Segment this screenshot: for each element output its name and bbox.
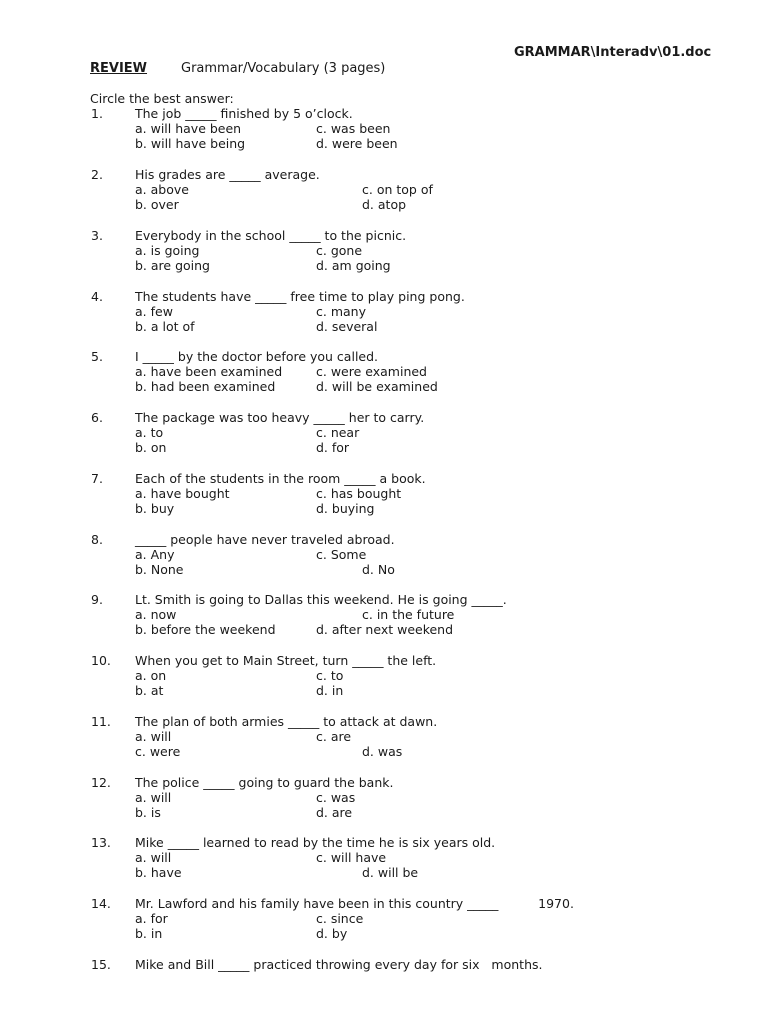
- question-stem: Lt. Smith is going to Dallas this weekend. He is going _____.: [135, 592, 507, 607]
- question-number: 4.: [91, 289, 103, 304]
- option-a[interactable]: a. have bought: [135, 486, 230, 501]
- option-a[interactable]: a. is going: [135, 243, 200, 258]
- option-c[interactable]: c. in the future: [362, 607, 455, 622]
- question-1: [0, 106, 768, 152]
- option-d[interactable]: d. No: [362, 562, 395, 577]
- option-b[interactable]: b. None: [135, 562, 184, 577]
- option-d[interactable]: d. atop: [362, 197, 407, 212]
- option-d[interactable]: d. will be: [362, 865, 419, 880]
- question-stem: Mike _____ learned to read by the time he is six years old.: [135, 835, 496, 850]
- option-c[interactable]: c. to: [316, 668, 344, 683]
- option-b[interactable]: b. are going: [135, 258, 210, 273]
- question-number: 14.: [91, 896, 111, 911]
- question-stem: Mike and Bill _____ practiced throwing every day for six months.: [135, 957, 543, 972]
- question-stem: I _____ by the doctor before you called.: [135, 349, 379, 364]
- option-b[interactable]: b. on: [135, 440, 167, 455]
- question-12: [0, 775, 768, 821]
- question-number: 1.: [91, 106, 103, 121]
- option-a[interactable]: a. on: [135, 668, 167, 683]
- question-number: 9.: [91, 592, 103, 607]
- question-4: [0, 289, 768, 335]
- review-heading: REVIEW: [90, 61, 148, 76]
- instructions: Circle the best answer:: [90, 91, 234, 106]
- question-number: 2.: [91, 167, 103, 182]
- option-d[interactable]: d. by: [316, 926, 348, 941]
- file-path-header: GRAMMAR\Interadv\01.doc: [514, 45, 712, 60]
- question-stem: Mr. Lawford and his family have been in this country _____ 1970.: [135, 896, 574, 911]
- question-stem: Each of the students in the room _____ a book.: [135, 471, 426, 486]
- option-d[interactable]: d. am going: [316, 258, 391, 273]
- option-c[interactable]: c. was: [316, 790, 356, 805]
- question-stem: The plan of both armies _____ to attack at dawn.: [135, 714, 438, 729]
- option-c[interactable]: c. are: [316, 729, 352, 744]
- question-stem: The package was too heavy _____ her to carry.: [135, 410, 425, 425]
- question-number: 11.: [91, 714, 111, 729]
- option-c[interactable]: c. Some: [316, 547, 367, 562]
- option-c[interactable]: c. near: [316, 425, 360, 440]
- option-b[interactable]: b. in: [135, 926, 163, 941]
- option-a[interactable]: a. now: [135, 607, 177, 622]
- option-d[interactable]: d. was: [362, 744, 403, 759]
- option-a[interactable]: a. few: [135, 304, 173, 319]
- question-stem: _____ people have never traveled abroad.: [135, 532, 395, 547]
- question-number: 8.: [91, 532, 103, 547]
- option-c[interactable]: c. many: [316, 304, 366, 319]
- option-a[interactable]: a. for: [135, 911, 168, 926]
- question-stem: Everybody in the school _____ to the picnic.: [135, 228, 407, 243]
- option-d[interactable]: d. several: [316, 319, 378, 334]
- question-9: [0, 592, 768, 638]
- option-d[interactable]: d. for: [316, 440, 350, 455]
- question-10: [0, 653, 768, 699]
- question-number: 6.: [91, 410, 103, 425]
- question-number: 10.: [91, 653, 111, 668]
- option-b[interactable]: b. buy: [135, 501, 175, 516]
- option-d[interactable]: d. were been: [316, 136, 398, 151]
- option-a[interactable]: a. have been examined: [135, 364, 283, 379]
- question-stem: When you get to Main Street, turn _____ the left.: [135, 653, 437, 668]
- question-number: 13.: [91, 835, 111, 850]
- subtitle: Grammar/Vocabulary (3 pages): [181, 61, 386, 76]
- question-number: 5.: [91, 349, 103, 364]
- option-c[interactable]: c. were examined: [316, 364, 427, 379]
- question-14: [0, 896, 768, 942]
- option-d[interactable]: d. are: [316, 805, 353, 820]
- option-c[interactable]: c. since: [316, 911, 364, 926]
- question-number: 7.: [91, 471, 103, 486]
- question-11: [0, 714, 768, 760]
- question-13: [0, 835, 768, 881]
- question-6: [0, 410, 768, 456]
- option-d[interactable]: d. after next weekend: [316, 622, 454, 637]
- option-d[interactable]: d. buying: [316, 501, 375, 516]
- option-b[interactable]: b. had been examined: [135, 379, 276, 394]
- question-stem: The police _____ going to guard the bank.: [135, 775, 394, 790]
- option-a[interactable]: a. will: [135, 790, 172, 805]
- option-c[interactable]: c. has bought: [316, 486, 402, 501]
- option-b[interactable]: b. a lot of: [135, 319, 195, 334]
- question-stem: The job _____ finished by 5 o’clock.: [135, 106, 353, 121]
- option-b[interactable]: c. were: [135, 744, 181, 759]
- option-b[interactable]: b. have: [135, 865, 182, 880]
- option-a[interactable]: a. will: [135, 850, 172, 865]
- question-2: [0, 167, 768, 213]
- option-a[interactable]: a. will have been: [135, 121, 242, 136]
- question-5: [0, 349, 768, 395]
- option-b[interactable]: b. will have being: [135, 136, 246, 151]
- question-stem: His grades are _____ average.: [135, 167, 320, 182]
- option-b[interactable]: b. over: [135, 197, 179, 212]
- option-a[interactable]: a. to: [135, 425, 164, 440]
- option-a[interactable]: a. above: [135, 182, 189, 197]
- question-7: [0, 471, 768, 517]
- option-c[interactable]: c. was been: [316, 121, 391, 136]
- option-c[interactable]: c. gone: [316, 243, 363, 258]
- option-c[interactable]: c. on top of: [362, 182, 433, 197]
- option-b[interactable]: b. before the weekend: [135, 622, 276, 637]
- question-number: 12.: [91, 775, 111, 790]
- option-b[interactable]: b. is: [135, 805, 161, 820]
- option-d[interactable]: d. will be examined: [316, 379, 438, 394]
- question-number: 15.: [91, 957, 111, 972]
- question-8: [0, 532, 768, 578]
- question-15: [0, 957, 768, 1003]
- option-c[interactable]: c. will have: [316, 850, 387, 865]
- option-a[interactable]: a. Any: [135, 547, 175, 562]
- question-stem: The students have _____ free time to play ping pong.: [135, 289, 465, 304]
- question-3: [0, 228, 768, 274]
- option-d[interactable]: d. in: [316, 683, 344, 698]
- option-b[interactable]: b. at: [135, 683, 164, 698]
- question-number: 3.: [91, 228, 103, 243]
- option-a[interactable]: a. will: [135, 729, 172, 744]
